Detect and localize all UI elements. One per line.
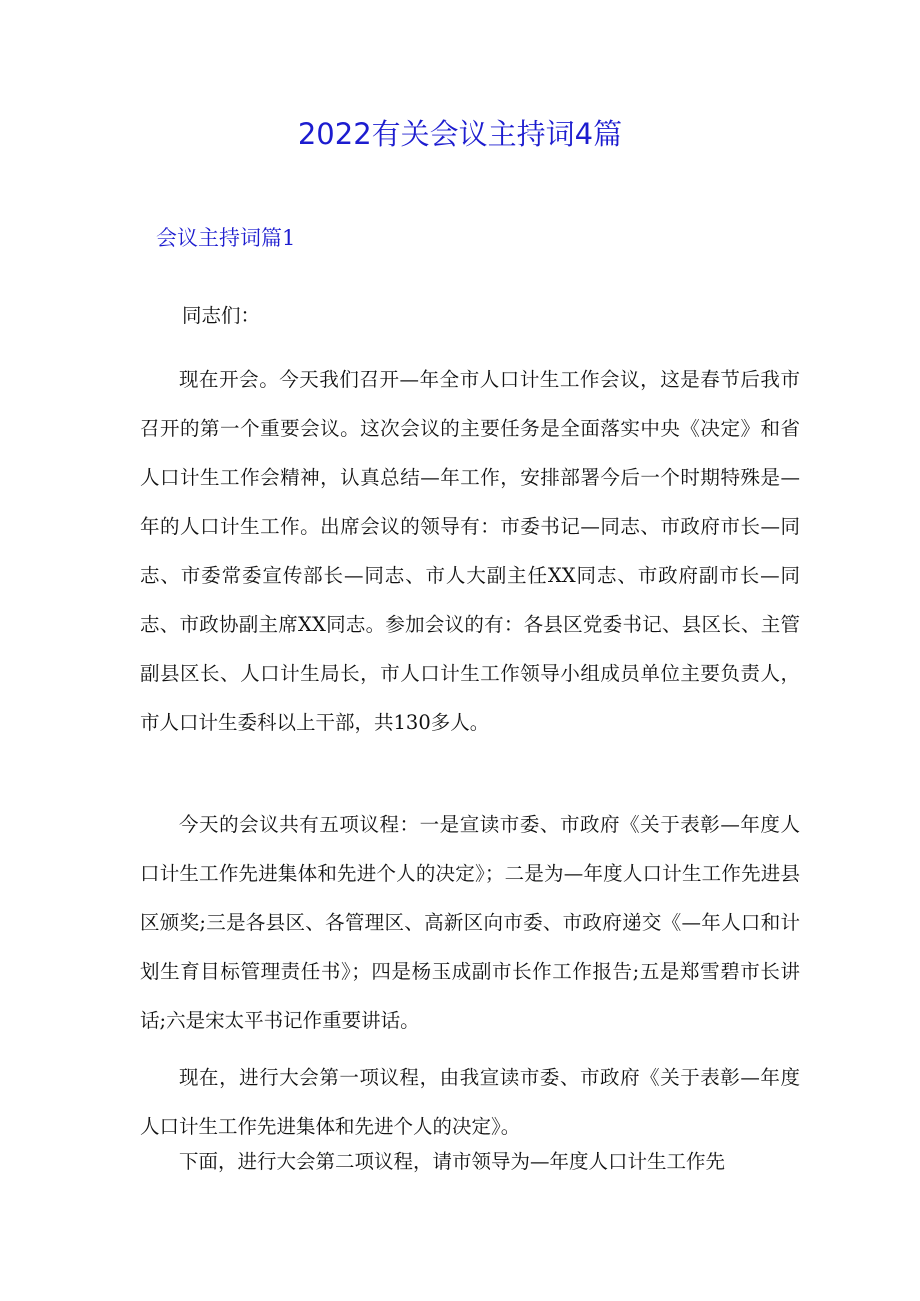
document-title: 2022有关会议主持词4篇	[297, 117, 623, 151]
section-heading: 会议主持词篇1	[156, 226, 296, 250]
paragraph-block-4	[140, 1137, 800, 1186]
paragraph-block-2	[140, 800, 800, 1045]
paragraph: 现在开会。今天我们召开—年全市人口计生工作会议，这是春节后我市召开的第一个重要会议。这次会议的主要任务是全面落实中央《决定》和省人口计生工作会精神，认真总结—年工作，安排部署今后一个时期特殊是—年的人口计生工作。出席会议的领导有：市委书记—同志、市政府市长—同志、市委常委宣传部长—同志、市人大副主任XX同志、市政府副市长—同志、市政协副主席XX同志。参加会议的有：各县区党委书记、县区长、主管副县区长、人口计生局长，市人口计生工作领导小组成员单位主要负责人，市人口计生委科以上干部，共130多人。	[140, 368, 800, 734]
paragraph: 现在，进行大会第一项议程，由我宣读市委、市政府《关于表彰—年度人口计生工作先进集体和先进个人的决定》。	[140, 1066, 800, 1138]
greeting: 同志们：	[182, 304, 261, 327]
paragraph-block-1	[140, 355, 800, 747]
paragraph: 今天的会议共有五项议程：一是宣读市委、市政府《关于表彰—年度人口计生工作先进集体和先进个人的决定》；二是为—年度人口计生工作先进县区颁奖;三是各县区、各管理区、高新区向市委、市政府递交《—年人口和计划生育目标管理责任书》；四是杨玉成副市长作工作报告;五是郑雪碧市长讲话;六是宋太平书记作重要讲话。	[140, 813, 800, 1032]
paragraph: 下面，进行大会第二项议程，请市领导为—年度人口计生工作先	[179, 1150, 726, 1173]
